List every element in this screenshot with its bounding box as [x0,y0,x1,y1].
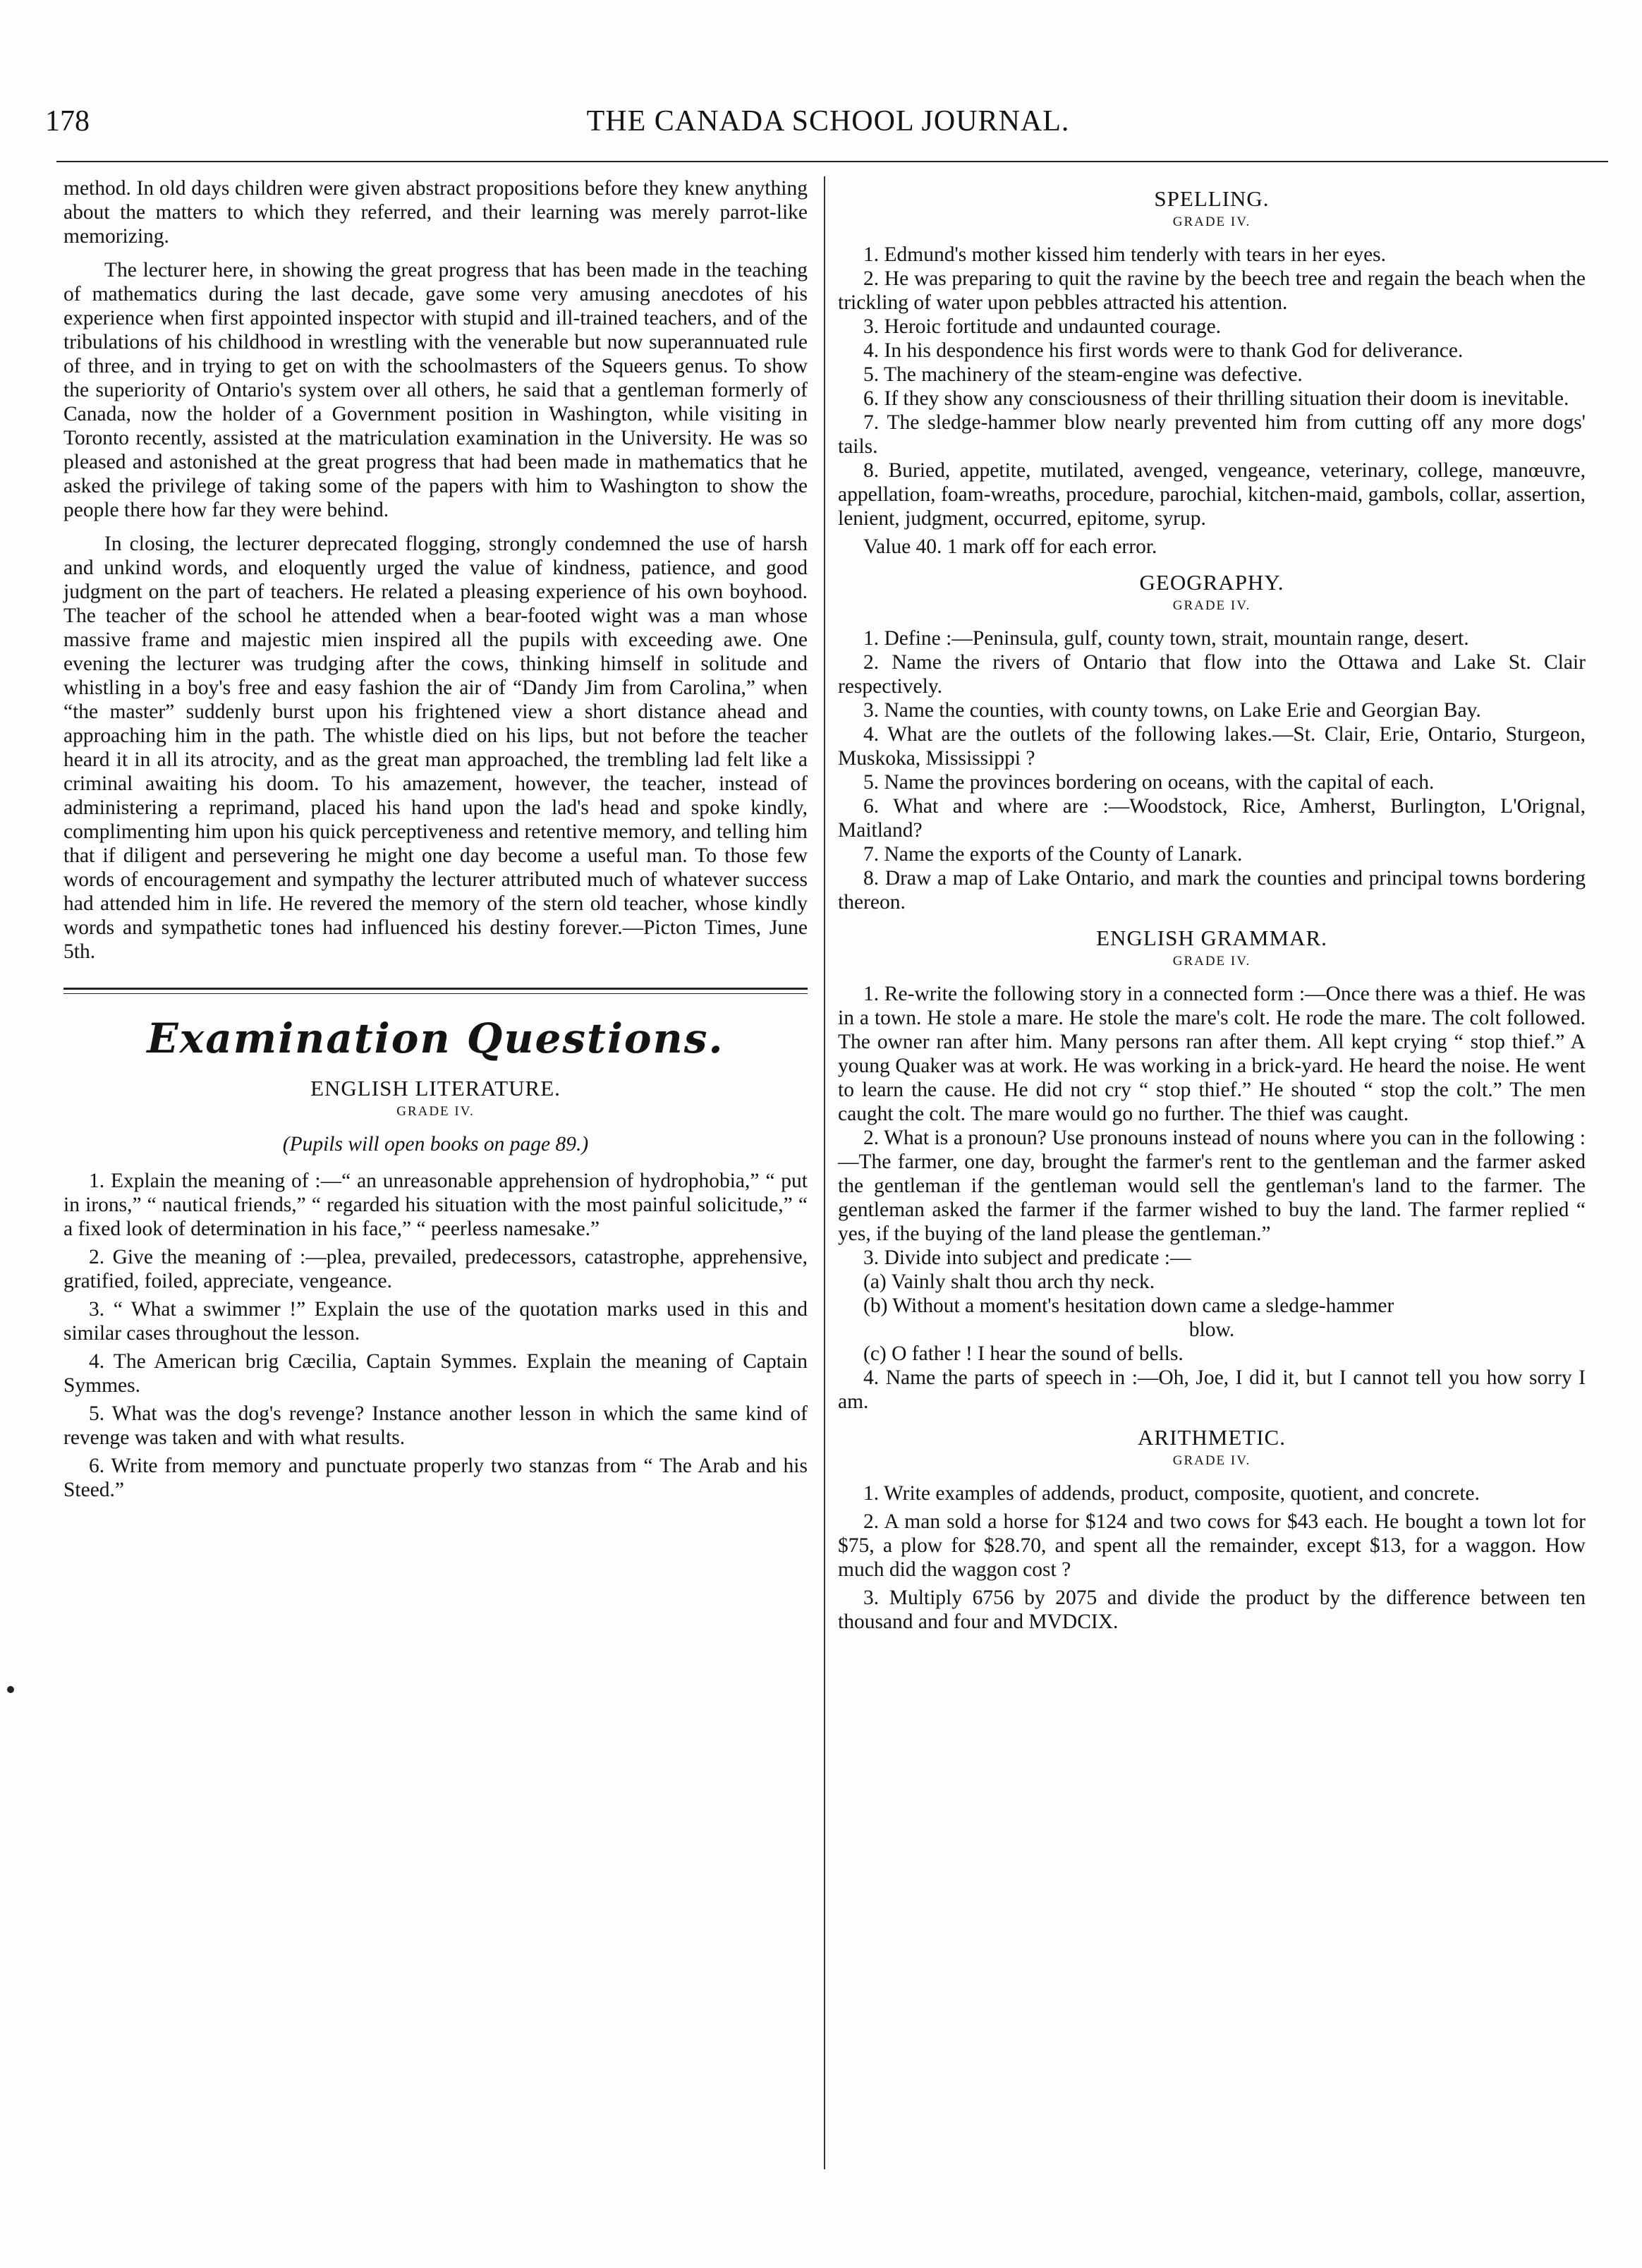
question-item: 1. Define :—Peninsula, gulf, county town, strait, mountain range, desert. [863,627,1469,650]
question-item: 2. What is a pronoun? Use pronouns instead of nouns where you can in the following :—The farmer, one day, brought the farmer's rent to the gentleman and the farmer asked the gentleman if the gentleman would sell the gentleman's land to the farmer. The gentleman asked the farmer if the farmer wished to buy the land. The farmer replied “ yes, if the buying of the land please the gentleman.” [838,1127,1586,1245]
page-number: 178 [45,105,90,138]
left-column [63,176,808,1502]
right-column [838,176,1586,1634]
article-paragraph: method. In old days children were given abstract propositions before they knew anything about the matters to which they referred, and their learning was merely parrot-like memorizing. [63,177,808,248]
article-paragraph: In closing, the lecturer deprecated flogging, strongly condemned the use of harsh and unkind words, and eloquently urged the value of kindness, patience, and good judgment on the part of teachers. He related a pleasing experience of his own boyhood. The teacher of the school he attended when a bear-footed wight was a man whose massive frame and majestic mien inspired all the pupils with exceeding awe. One evening the lecturer was trudging after the cows, thinking himself in solitude and whistling in a boy's free and easy fashion the air of “Dandy Jim from Carolina,” when “the master” suddenly burst upon his frightened view a short distance ahead and approaching him in the path. The whistle died on his lips, but not before the teacher heard it in all its atrocity, and as the great man approached, the trembling lad felt like a criminal awaiting his doom. To his amazement, however, the teacher, instead of administering a reprimand, placed his hand upon the lad's head and spoke kindly, complimenting him upon his quick perceptiveness and retentive memory, and telling him that if diligent and persevering he might one day become a useful man. To those few words of encouragement and sympathy the lecturer attributed much of whatever success had attended him in life. He revered the memory of the stern old teacher, whose kindly words and sympathetic tones had influenced his destiny forever.—Picton Times, June 5th. [63,533,808,963]
question-item: 2. Name the rivers of Ontario that flow into the Ottawa and Lake St. Clair respectively. [838,651,1586,698]
question-item: 5. The machinery of the steam-engine was defective. [863,363,1303,386]
section-title-grammar: ENGLISH GRAMMAR. [1096,926,1327,950]
header-rule [56,161,1608,162]
question-item: 7. Name the exports of the County of Lanark. [863,843,1243,866]
grade-label: GRADE IV. [1172,214,1251,229]
question-item: 2. Give the meaning of :—plea, prevailed, predecessors, catastrophe, apprehensive, gratified, foiled, appreciate, vengeance. [63,1246,808,1292]
exam-heading: Examination Questions. [147,1014,724,1062]
article-paragraph: The lecturer here, in showing the great progress that has been made in the teaching of mathematics during the last decade, gave some very amusing anecdotes of his experience when first appointed inspector with stupid and ill-trained teachers, and of the tribulations of his childhood in wrestling with the venerable but now superannuated rule of three, and in trying to get on with the schoolmasters of the Squeers genus. To show the superiority of Ontario's system over all others, he said that a gentleman formerly of Canada, now the holder of a Government position in Washington, while visiting in Toronto recently, assisted at the matriculation examination in the University. He was so pleased and astonished at the great progress that had been made in mathematics that he asked the privilege of taking some of the papers with him to Washington to show the people there how far they were behind. [63,259,808,521]
question-item: 7. The sledge-hammer blow nearly prevented him from cutting off any more dogs' tails. [838,411,1586,458]
sub-item: (a) Vainly shalt thou arch thy neck. [863,1271,1155,1293]
question-item: 5. Name the provinces bordering on oceans, with the capital of each. [863,771,1435,794]
section-title-literature: ENGLISH LITERATURE. [310,1076,561,1100]
question-item: 4. What are the outlets of the following lakes.—St. Clair, Erie, Ontario, Sturgeon, Muskoka, Mississippi ? [838,723,1586,770]
question-item: 6. If they show any consciousness of their thrilling situation their doom is inevitable. [863,387,1569,410]
literature-note: (Pupils will open books on page 89.) [282,1133,589,1156]
question-item: 3. Divide into subject and predicate :— [863,1247,1191,1269]
question-item: 1. Edmund's mother kissed him tenderly with tears in her eyes. [863,243,1387,266]
question-item: 4. In his despondence his first words were to thank God for deliverance. [863,339,1464,362]
grade-label: GRADE IV. [1172,1453,1251,1468]
question-item: 1. Write examples of addends, product, composite, quotient, and concrete. [863,1482,1480,1505]
question-item: 2. He was preparing to quit the ravine by the beech tree and regain the beach when the trickling of water upon pebbles attracted his attention. [838,267,1586,314]
question-item: 3. Heroic fortitude and undaunted courage. [863,315,1222,338]
column-divider [824,176,825,2169]
question-item: 5. What was the dog's revenge? Instance another lesson in which the same kind of revenge was taken and with what results. [63,1402,808,1449]
question-item: 6. Write from memory and punctuate properly two stanzas from “ The Arab and his Steed.” [63,1455,808,1501]
question-item: 1. Explain the meaning of :—“ an unreasonable apprehension of hydrophobia,” “ put in irons,” “ nautical friends,” “ regarded his situation with the most painful solicitude,” “ a fixed look of determination in his face,” “ peerless namesake.” [63,1170,808,1240]
question-item: 1. Re-write the following story in a connected form :—Once there was a thief. He was in a town. He stole a mare. He stole the mare's colt. He rode the mare. The colt followed. The owner ran after him. Many persons ran after them. All kept crying “ stop thief.” A young Quaker was at work. He was working in a brick-yard. He heard the noise. He went to learn the cause. He did not cry “ stop thief.” He shouted “ stop the colt.” The men caught the colt. The mare would go no further. The thief was caught. [838,983,1586,1125]
question-item: 4. Name the parts of speech in :—Oh, Joe, I did it, but I cannot tell you how sorry I am. [838,1366,1586,1413]
grade-label: GRADE IV. [1172,598,1251,613]
sub-item: (b) Without a moment's hesitation down came a sledge-hammer [863,1294,1394,1317]
value-note: Value 40. 1 mark off for each error. [863,535,1157,558]
section-title-spelling: SPELLING. [1154,186,1270,211]
question-item: 3. Name the counties, with county towns, on Lake Erie and Georgian Bay. [863,699,1481,722]
question-item: 8. Draw a map of Lake Ontario, and mark the counties and principal towns bordering thereon. [838,867,1586,914]
question-item: 4. The American brig Cæcilia, Captain Symmes. Explain the meaning of Captain Symmes. [63,1350,808,1397]
ink-spot [7,1686,14,1693]
question-item: 3. Multiply 6756 by 2075 and divide the product by the difference between ten thousand and four and MVDCIX. [838,1587,1586,1633]
sub-item-continuation: blow. [1188,1318,1235,1341]
question-item: 3. “ What a swimmer !” Explain the use of the quotation marks used in this and similar cases throughout the lesson. [63,1298,808,1345]
sub-item: (c) O father ! I hear the sound of bells. [863,1342,1184,1365]
question-item: 8. Buried, appetite, mutilated, avenged, vengeance, veterinary, college, manœuvre, appellation, foam-wreaths, procedure, parochial, kitchen-maid, gambols, collar, assertion, lenient, judgment, occurred, epitome, syrup. [838,459,1586,530]
section-title-geography: GEOGRAPHY. [1139,570,1284,595]
question-item: 6. What and where are :—Woodstock, Rice, Amherst, Burlington, L'Orignal, Maitland? [838,795,1586,842]
page-header [45,104,1611,147]
question-item: 2. A man sold a horse for $124 and two cows for $43 each. He bought a town lot for $75, a plow for $28.70, and spent all the remainder, except $13, for a waggon. How much did the waggon cost ? [838,1510,1586,1581]
journal-title: THE CANADA SCHOOL JOURNAL. [586,105,1070,138]
grade-label: GRADE IV. [1172,954,1251,969]
section-title-arithmetic: ARITHMETIC. [1138,1425,1286,1450]
grade-label: GRADE IV. [396,1104,475,1119]
section-rule [63,988,808,994]
